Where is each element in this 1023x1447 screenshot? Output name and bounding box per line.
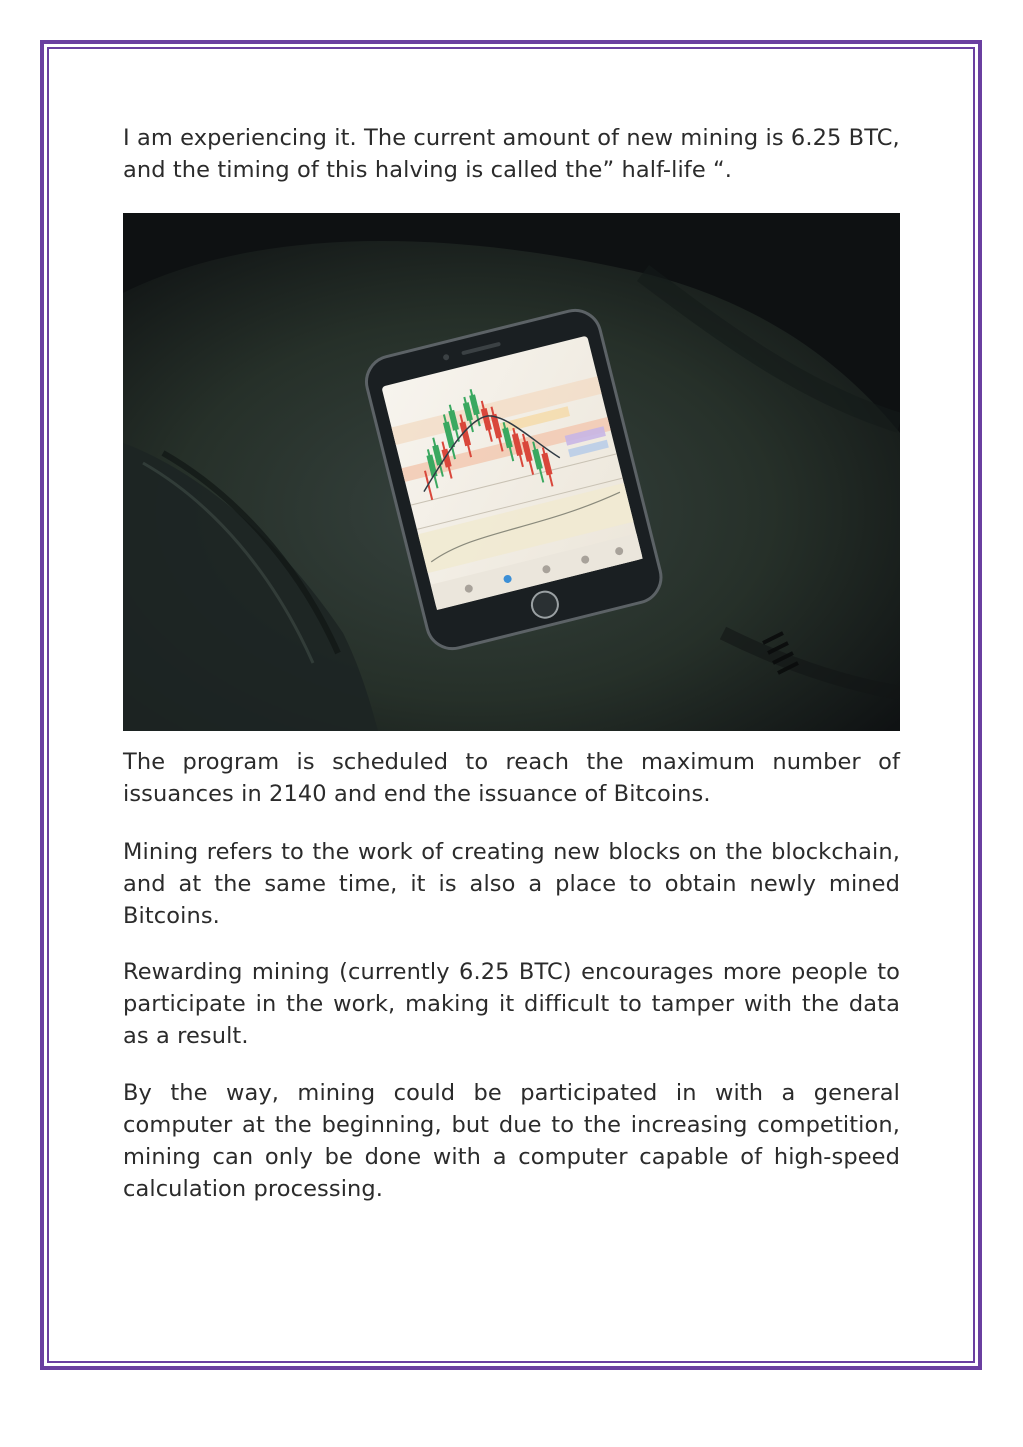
phone-chart-illustration [123, 213, 900, 731]
paragraph-5: By the way, mining could be participated in with a general computer at the beginning, but due to the increasing competition, mining can only be done with a computer capable of high-speed calculation processing. [123, 1080, 900, 1202]
paragraph-4: Rewarding mining (currently 6.25 BTC) encourages more people to participate in the work, making it difficult to tamper with the data as a result. [123, 959, 900, 1049]
paragraph-1-container [123, 122, 900, 186]
paragraph-3-container [123, 836, 900, 932]
paragraph-5-container [123, 1077, 900, 1205]
paragraph-3: Mining refers to the work of creating new blocks on the blockchain, and at the same time, it is also a place to obtain newly mined Bitcoins. [123, 839, 900, 929]
paragraph-4-container [123, 956, 900, 1052]
paragraph-2: The program is scheduled to reach the maximum number of issuances in 2140 and end the issuance of Bitcoins. [123, 749, 900, 807]
bitcoin-phone-photo [123, 213, 900, 731]
paragraph-2-container [123, 746, 900, 810]
paragraph-1: I am experiencing it. The current amount of new mining is 6.25 BTC, and the timing of this halving is called the” half-life “. [123, 125, 900, 183]
